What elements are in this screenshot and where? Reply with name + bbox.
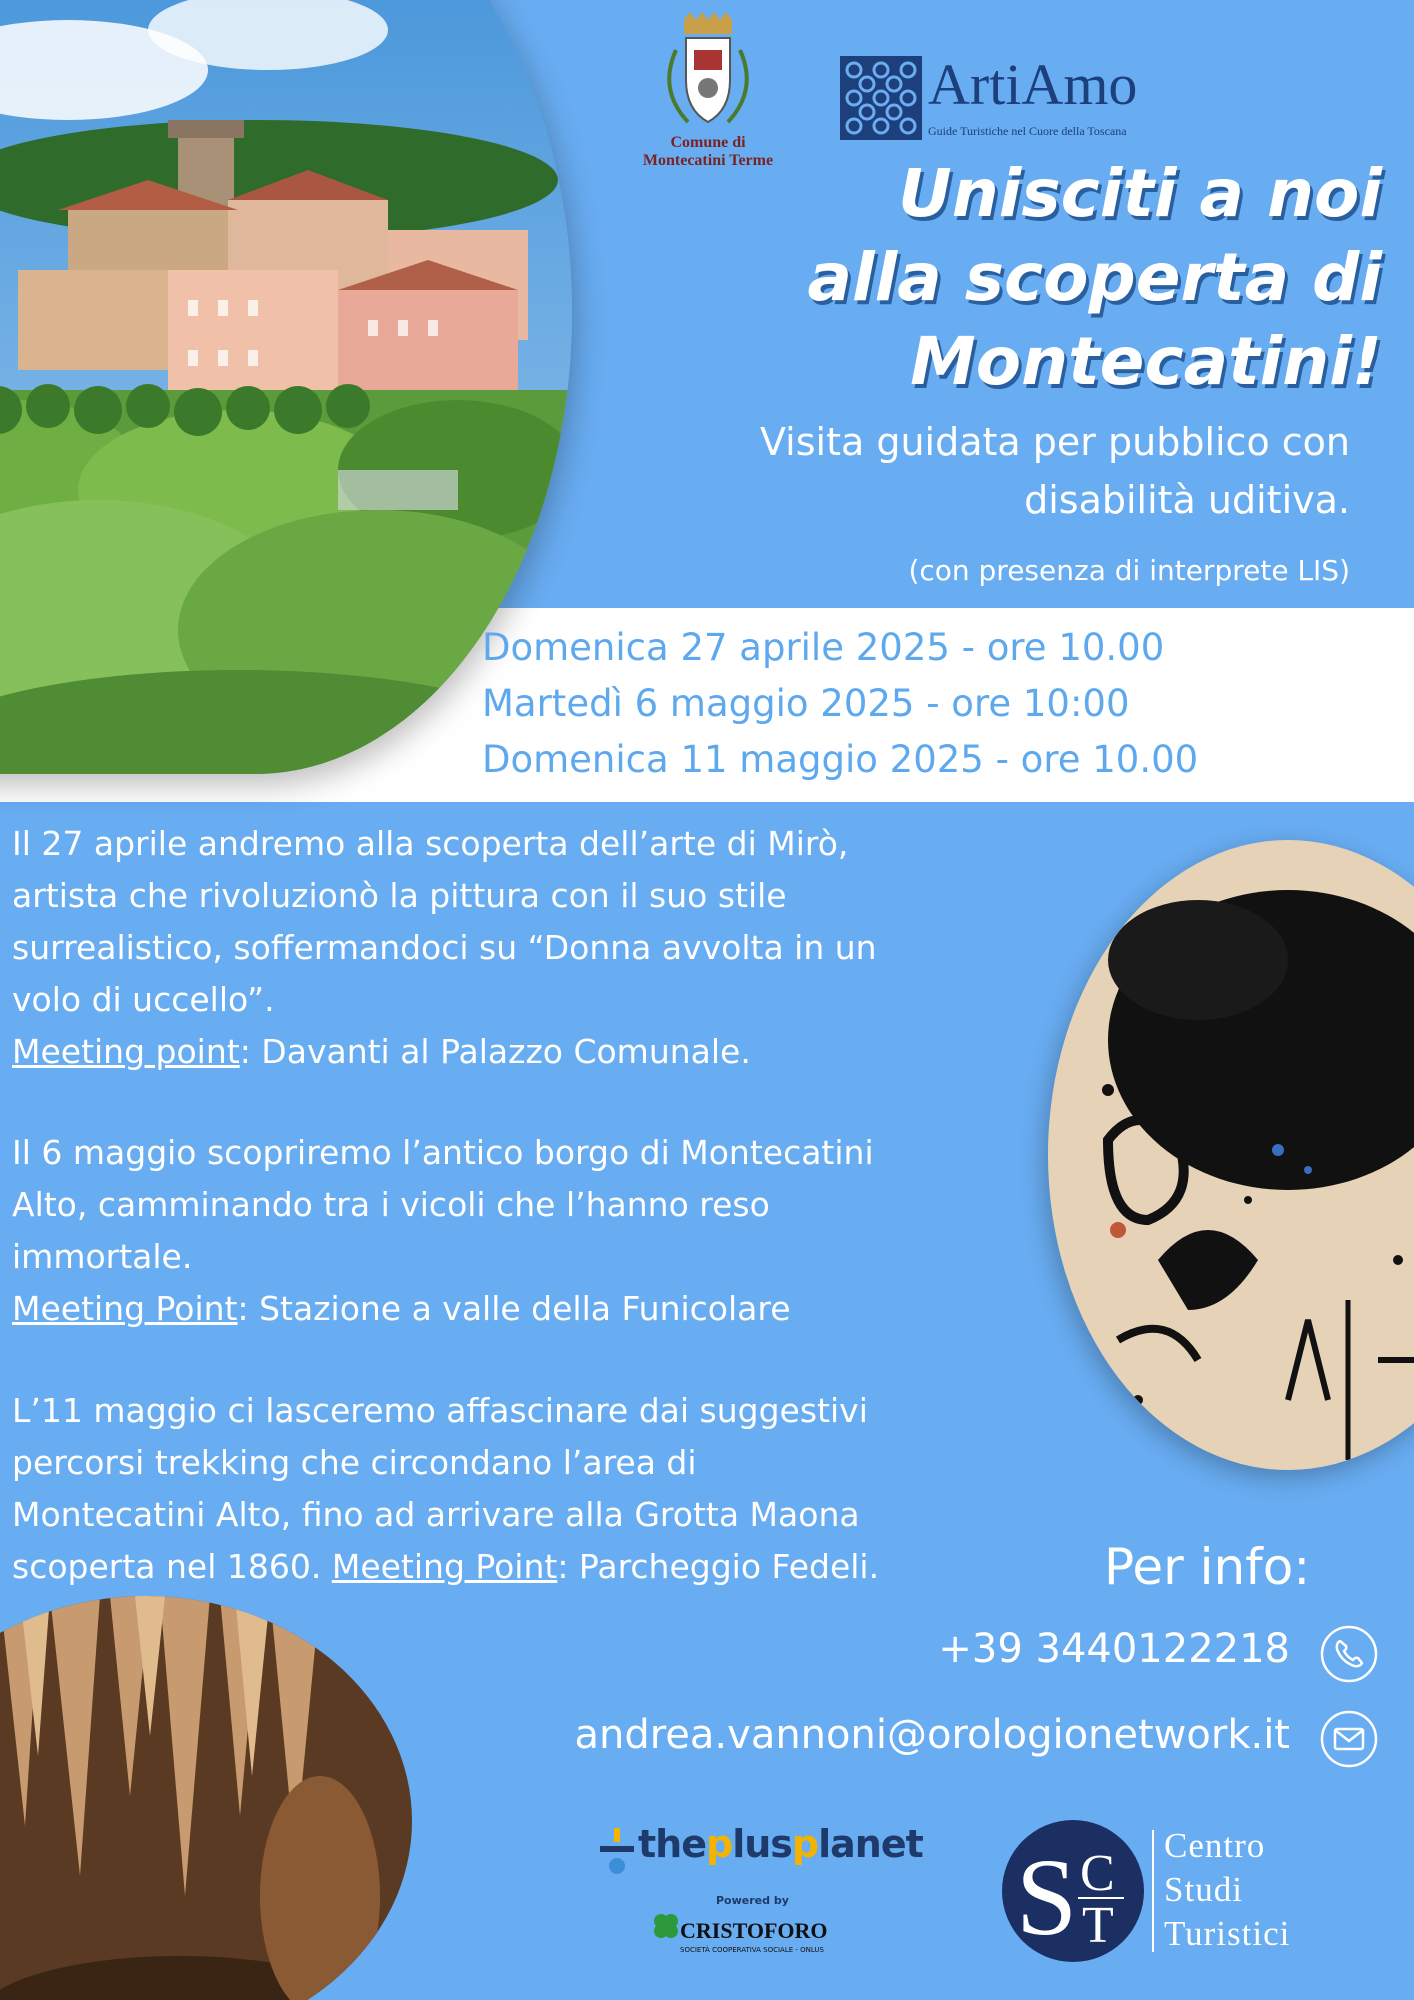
meeting-point-place: : Stazione a valle della Funicolare xyxy=(237,1289,791,1328)
cst-logo-word: Turistici xyxy=(1164,1914,1291,1953)
date-line: Martedì 6 maggio 2025 - ore 10:00 xyxy=(482,682,1130,725)
plusplanet-name-part: lanet xyxy=(818,1822,923,1866)
description-line: volo di uccello”. xyxy=(12,980,275,1019)
meeting-point-line xyxy=(12,1283,1052,1335)
comune-name-line2: Montecatini Terme xyxy=(642,152,774,169)
description-line: artista che rivoluzionò la pittura con il suo stile xyxy=(12,876,787,915)
meeting-point-label: Meeting point xyxy=(12,1032,240,1071)
powered-by-label: Powered by xyxy=(716,1894,789,1907)
headline-line-1: Unisciti a noi xyxy=(898,155,1382,232)
comune-name-line1: Comune di xyxy=(670,134,746,151)
date-line: Domenica 11 maggio 2025 - ore 10.00 xyxy=(482,738,1199,781)
info-title: Per info: xyxy=(1104,1538,1311,1596)
artiamo-logo-mark xyxy=(840,56,922,140)
artiamo-logo-name: ArtiAmo xyxy=(928,52,1138,117)
headline-line-2: alla scoperta di xyxy=(807,239,1382,316)
artiamo-logo-subtitle: Guide Turistiche nel Cuore della Toscana xyxy=(928,124,1127,138)
description-line: immortale. xyxy=(12,1237,193,1276)
plusplanet-logo-mark xyxy=(600,1828,634,1876)
subtitle-line-1: Visita guidata per pubblico con xyxy=(760,420,1350,464)
date-line: Domenica 27 aprile 2025 - ore 10.00 xyxy=(482,626,1165,669)
plusplanet-name-part: p xyxy=(791,1822,819,1866)
svg-text:S: S xyxy=(1016,1836,1078,1958)
event-description-miro xyxy=(12,818,1052,1078)
headline-line-3: Montecatini! xyxy=(910,323,1382,400)
cristoforo-logo-subtitle: SOCIETÀ COOPERATIVA SOCIALE - ONLUS xyxy=(680,1946,825,1954)
meeting-point-label: Meeting Point xyxy=(331,1547,558,1586)
cst-logo-word: Studi xyxy=(1164,1870,1243,1909)
logo-divider xyxy=(1152,1830,1154,1952)
description-line: Alto, camminando tra i vicoli che l’hanno reso xyxy=(12,1185,770,1224)
meeting-point-line xyxy=(12,1541,1052,1593)
email-address[interactable]: andrea.vannoni@orologionetwork.it xyxy=(574,1712,1290,1758)
meeting-point-place: : Davanti al Palazzo Comunale. xyxy=(239,1032,751,1071)
clover-icon xyxy=(650,1910,682,1942)
cst-logo-word: Centro xyxy=(1164,1826,1266,1865)
phone-number[interactable]: +39 3440122218 xyxy=(938,1626,1290,1672)
event-description-borgo xyxy=(12,1127,1052,1335)
description-line: Il 27 aprile andremo alla scoperta dell’arte di Mirò, xyxy=(12,824,849,863)
description-line: surrealistico, soffermandoci su “Donna avvolta in un xyxy=(12,928,877,967)
description-line: L’11 maggio ci lasceremo affascinare dai suggestivi xyxy=(12,1391,868,1430)
plusplanet-name-part: p xyxy=(706,1822,733,1866)
phone-icon[interactable] xyxy=(1320,1625,1378,1683)
meeting-point-line xyxy=(12,1026,1052,1078)
meeting-point-label: Meeting Point xyxy=(12,1289,238,1328)
svg-text:T: T xyxy=(1082,1897,1114,1954)
miro-painting-photo xyxy=(1048,840,1414,1470)
cristoforo-logo-name: CRISTOFORO xyxy=(680,1918,828,1943)
grotta-maona-photo xyxy=(0,1596,412,2000)
meeting-point-place: : Parcheggio Fedeli. xyxy=(557,1547,880,1586)
mail-icon[interactable] xyxy=(1320,1710,1378,1768)
svg-text:C: C xyxy=(1080,1845,1115,1902)
description-line: Montecatini Alto, fino ad arrivare alla Grotta Maona xyxy=(12,1495,860,1534)
event-description-trekking xyxy=(12,1385,1052,1593)
centro-studi-turistici-logo-mark xyxy=(1000,1818,1146,1964)
plusplanet-name-part: the xyxy=(638,1822,706,1866)
description-line-end: scoperta nel 1860. xyxy=(12,1547,332,1586)
description-line: Il 6 maggio scopriremo l’antico borgo di Montecatini xyxy=(12,1133,874,1172)
plusplanet-logo-name xyxy=(638,1822,923,1866)
description-line: percorsi trekking che circondano l’area di xyxy=(12,1443,697,1482)
lis-interpreter-note: (con presenza di interprete LIS) xyxy=(908,554,1350,587)
plusplanet-name-part: lus xyxy=(732,1822,792,1866)
subtitle-line-2: disabilità uditiva. xyxy=(1024,478,1350,522)
